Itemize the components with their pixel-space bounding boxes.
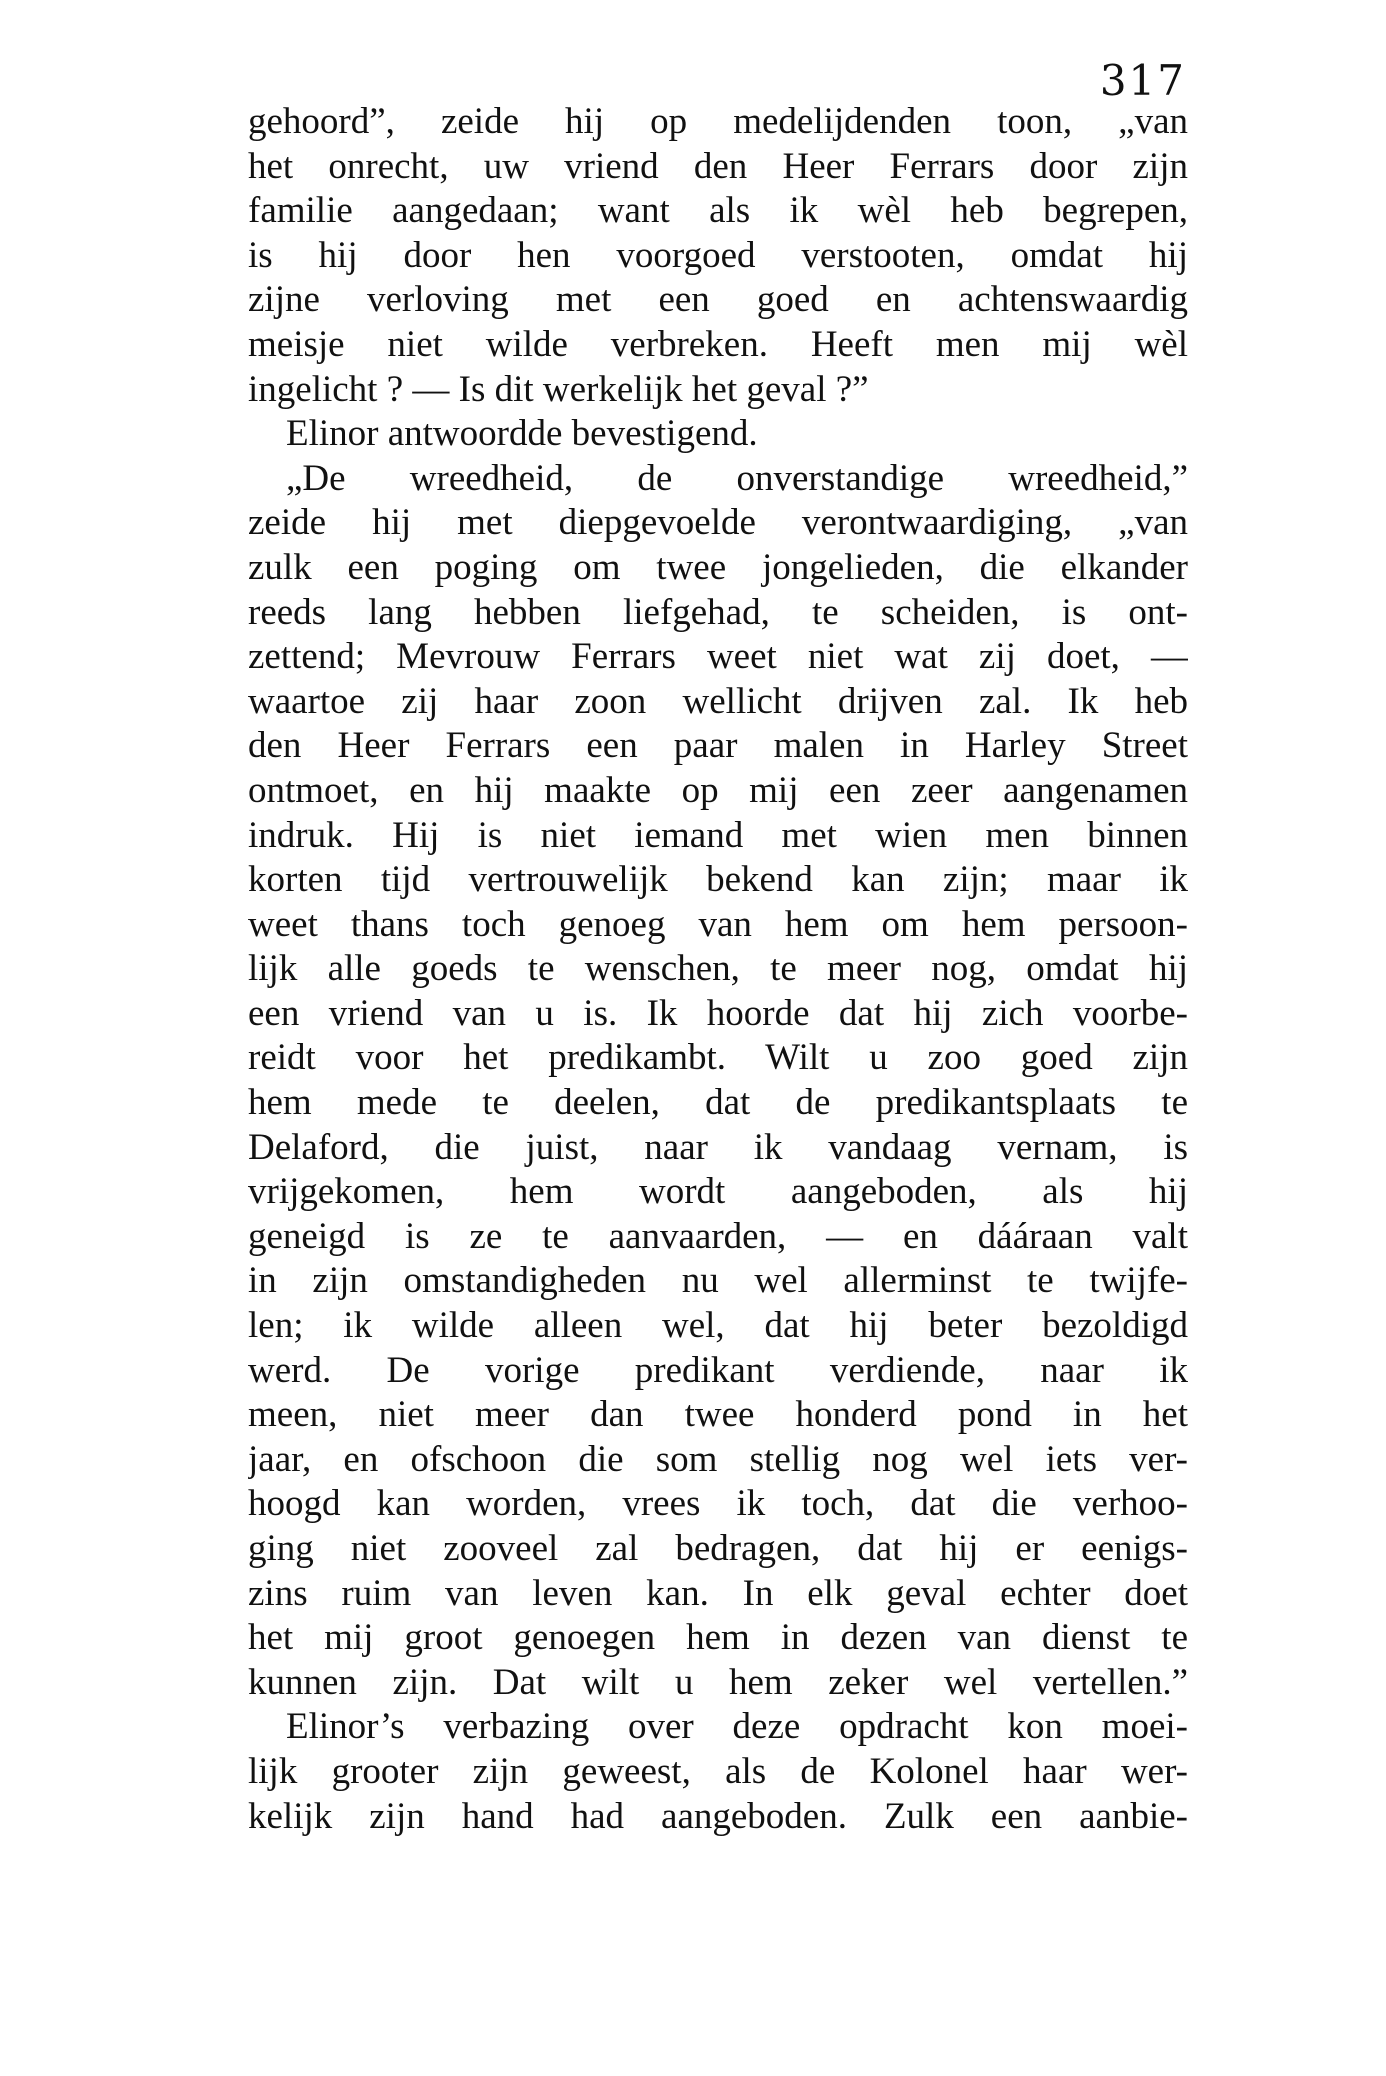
text-line: zins ruim van leven kan. In elk geval echter doet [248, 1572, 1188, 1614]
text-line: Elinor antwoordde bevestigend. [286, 413, 758, 455]
text-line: Elinor’s verbazing over deze opdracht kon moei- [286, 1706, 1188, 1748]
text-line: lijk grooter zijn geweest, als de Kolonel haar wer- [248, 1750, 1188, 1792]
text-line: ingelicht ? — Is dit werkelijk het geval ?” [248, 368, 869, 410]
text-line: ontmoet, en hij maakte op mij een zeer aangenamen [248, 769, 1188, 811]
text-line: waartoe zij haar zoon wellicht drijven zal. Ik heb [248, 680, 1188, 722]
text-line: is hij door hen voorgoed verstooten, omdat hij [248, 234, 1188, 276]
text-line: in zijn omstandigheden nu wel allerminst te twijfe- [248, 1260, 1188, 1302]
text-line: „De wreedheid, de onverstandige wreedheid,” [286, 457, 1188, 499]
text-line: kunnen zijn. Dat wilt u hem zeker wel vertellen.” [248, 1661, 1188, 1703]
body-text [248, 100, 1188, 1839]
text-line: ging niet zooveel zal bedragen, dat hij er eenigs- [248, 1528, 1188, 1569]
text-line: meen, niet meer dan twee honderd pond in het [248, 1394, 1188, 1436]
text-line: zijne verloving met een goed en achtenswaardig [248, 279, 1188, 321]
text-line: het onrecht, uw vriend den Heer Ferrars door zijn [248, 145, 1188, 187]
text-line: Delaford, die juist, naar ik vandaag vernam, is [248, 1126, 1188, 1168]
text-line: zeide hij met diepgevoelde verontwaardiging, „van [248, 502, 1188, 544]
text-line: kelijk zijn hand had aangeboden. Zulk een aanbie- [248, 1795, 1188, 1837]
text-line: hem mede te deelen, dat de predikantsplaats te [248, 1082, 1188, 1124]
text-line: geneigd is ze te aanvaarden, — en dááraan valt [248, 1215, 1188, 1257]
text-line: reeds lang hebben liefgehad, te scheiden, is ont- [248, 591, 1188, 633]
text-line: vrijgekomen, hem wordt aangeboden, als hij [248, 1171, 1188, 1213]
text-line: werd. De vorige predikant verdiende, naar ik [248, 1349, 1188, 1391]
text-line: zulk een poging om twee jongelieden, die elkander [248, 546, 1188, 588]
text-line: gehoord”, zeide hij op medelijdenden toon, „van [248, 101, 1188, 142]
text-line: een vriend van u is. Ik hoorde dat hij zich voorbe- [248, 992, 1188, 1034]
text-line: lijk alle goeds te wenschen, te meer nog, omdat hij [248, 948, 1188, 990]
text-line: korten tijd vertrouwelijk bekend kan zijn; maar ik [248, 859, 1188, 901]
page-number: 317 [1099, 56, 1186, 105]
text-line: reidt voor het predikambt. Wilt u zoo goed zijn [248, 1037, 1188, 1079]
text-line: zettend; Mevrouw Ferrars weet niet wat zij doet, — [248, 636, 1188, 678]
text-line: jaar, en ofschoon die som stellig nog wel iets ver- [248, 1438, 1188, 1480]
text-line: het mij groot genoegen hem in dezen van dienst te [248, 1617, 1188, 1659]
text-line: familie aangedaan; want als ik wèl heb begrepen, [248, 190, 1188, 232]
text-line: hoogd kan worden, vrees ik toch, dat die verhoo- [248, 1483, 1188, 1525]
text-line: len; ik wilde alleen wel, dat hij beter bezoldigd [248, 1305, 1188, 1347]
text-line: indruk. Hij is niet iemand met wien men binnen [248, 814, 1188, 856]
text-line: den Heer Ferrars een paar malen in Harley Street [248, 725, 1188, 767]
text-line: meisje niet wilde verbreken. Heeft men mij wèl [248, 323, 1188, 365]
text-line: weet thans toch genoeg van hem om hem persoon- [248, 903, 1188, 945]
